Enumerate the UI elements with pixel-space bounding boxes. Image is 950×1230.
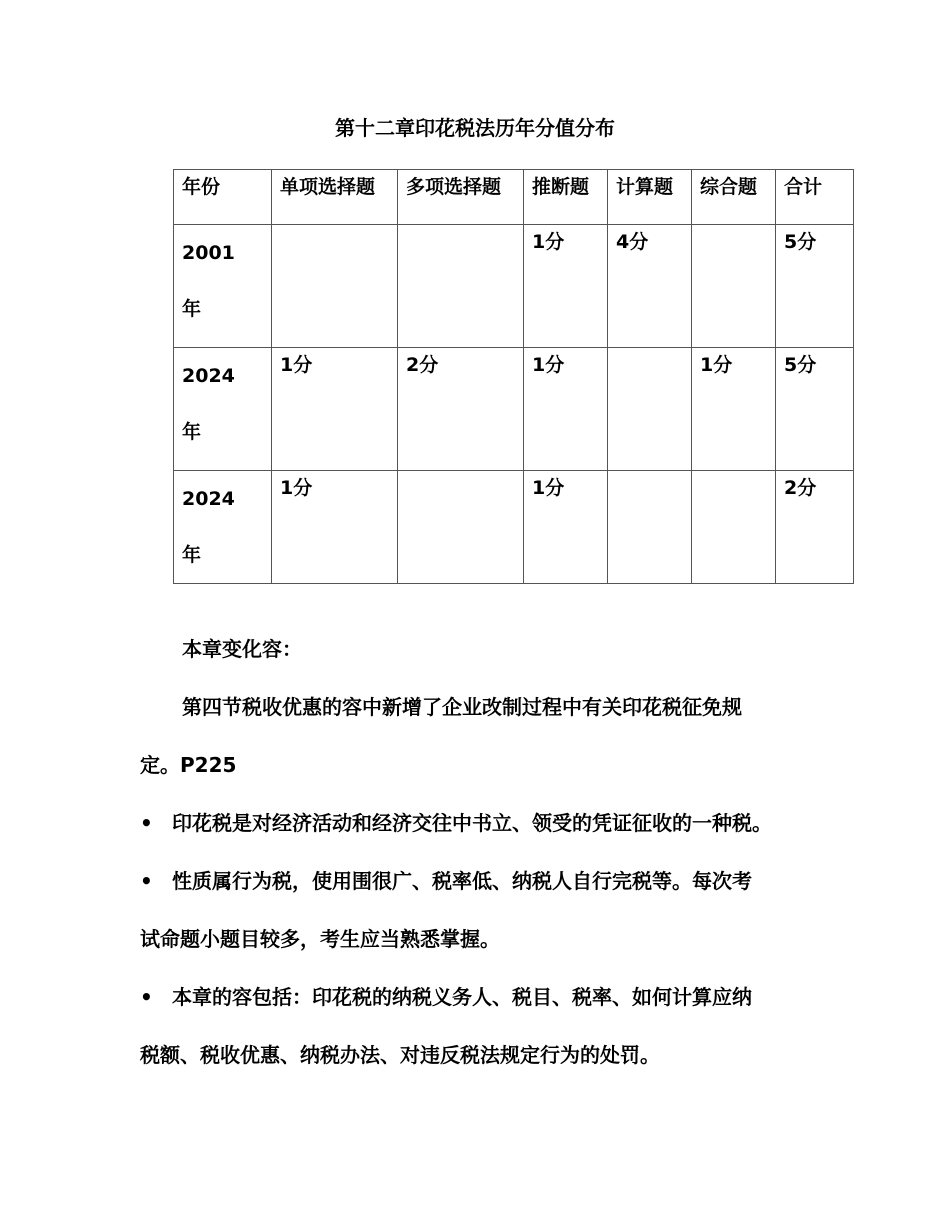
cell-multi-choice: 2分 — [398, 348, 524, 471]
year-cell — [174, 471, 272, 584]
document-body — [140, 620, 820, 1084]
cell-calculation: 4分 — [608, 225, 692, 348]
table-row — [174, 348, 854, 471]
table-row — [174, 225, 854, 348]
header-calculation: 计算题 — [608, 170, 692, 225]
header-judgment: 推断题 — [524, 170, 608, 225]
bullet-3-continuation: 税额、税收优惠、纳税办法、对违反税法规定行为的处罚。 — [140, 1043, 660, 1067]
bullet-2-continuation: 试命题小题目较多，考生应当熟悉掌握。 — [140, 927, 500, 951]
cell-comprehensive: 1分 — [692, 348, 776, 471]
year-suffix: 年 — [182, 421, 202, 443]
header-total: 合计 — [776, 170, 854, 225]
document-title: 第十二章印花税法历年分值分布 — [335, 116, 615, 140]
bullet-item-1 — [140, 794, 820, 852]
cell-calculation — [608, 471, 692, 584]
table-row — [174, 471, 854, 584]
bullet-icon: • — [140, 869, 153, 893]
year-number: 2024 — [182, 365, 235, 387]
header-multi-choice: 多项选择题 — [398, 170, 524, 225]
cell-multi-choice — [398, 225, 524, 348]
year-suffix: 年 — [182, 544, 202, 566]
cell-single-choice: 1分 — [272, 471, 398, 584]
header-single-choice: 单项选择题 — [272, 170, 398, 225]
cell-total: 2分 — [776, 471, 854, 584]
bullet-item-2 — [140, 852, 820, 910]
cell-multi-choice — [398, 471, 524, 584]
year-cell — [174, 348, 272, 471]
year-number: 2001 — [182, 242, 235, 264]
cell-single-choice: 1分 — [272, 348, 398, 471]
cell-comprehensive — [692, 471, 776, 584]
bullet-icon: • — [140, 985, 153, 1009]
change-heading: 本章变化容： — [182, 637, 302, 661]
table-header-row — [174, 170, 854, 225]
header-year: 年份 — [174, 170, 272, 225]
cell-judgment: 1分 — [524, 471, 608, 584]
year-cell — [174, 225, 272, 348]
cell-single-choice — [272, 225, 398, 348]
bullet-item-3 — [140, 968, 820, 1026]
year-number: 2024 — [182, 488, 235, 510]
bullet-text: 性质属行为税，使用围很广、税率低、纳税人自行完税等。每次考 — [172, 869, 752, 893]
change-line-1: 第四节税收优惠的容中新增了企业改制过程中有关印花税征免规 — [182, 695, 742, 719]
year-suffix: 年 — [182, 298, 202, 320]
cell-total: 5分 — [776, 225, 854, 348]
cell-comprehensive — [692, 225, 776, 348]
bullet-text: 本章的容包括：印花税的纳税义务人、税目、税率、如何计算应纳 — [172, 985, 752, 1009]
change-line-2: 定。P225 — [140, 753, 237, 777]
score-distribution-table — [173, 169, 854, 584]
cell-judgment: 1分 — [524, 348, 608, 471]
cell-judgment: 1分 — [524, 225, 608, 348]
cell-total: 5分 — [776, 348, 854, 471]
bullet-text: 印花税是对经济活动和经济交往中书立、领受的凭证征收的一种税。 — [172, 811, 772, 835]
cell-calculation — [608, 348, 692, 471]
bullet-icon: • — [140, 811, 153, 835]
header-comprehensive: 综合题 — [692, 170, 776, 225]
